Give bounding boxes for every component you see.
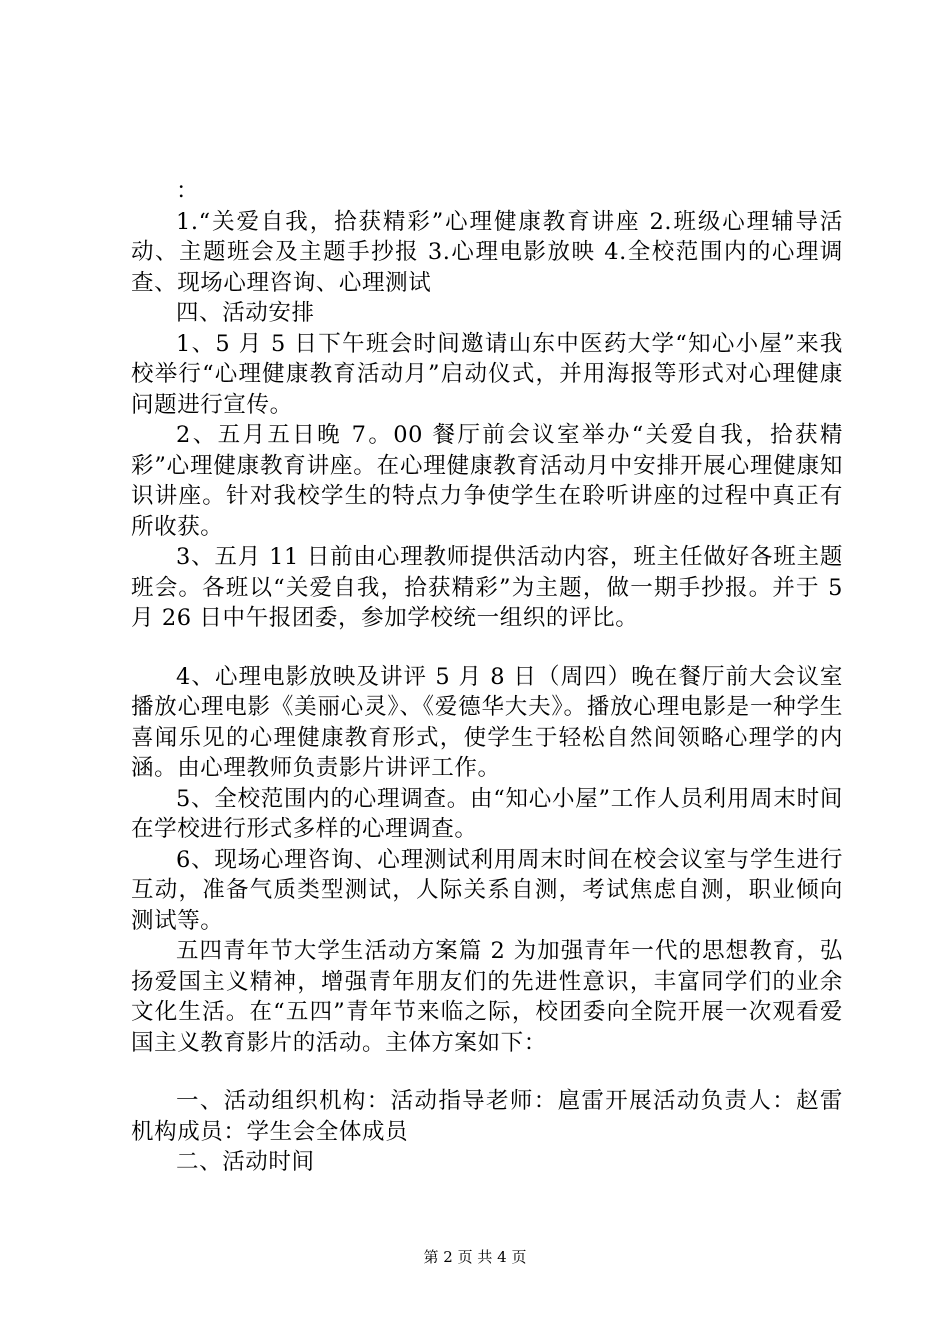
paragraph-organization: 一、活动组织机构：活动指导老师：扈雷开展活动负责人：赵雷机构成员：学生会全体成员	[131, 1088, 843, 1145]
paragraph-item-3: 3、五月 11 日前由心理教师提供活动内容，班主任做好各班主题班会。各班以“关爱自我，拾获精彩”为主题，做一期手抄报。并于 5 月 26 日中午报团委，参加学校统一组织的评比。	[131, 544, 843, 631]
paragraph-item-5: 5、全校范围内的心理调查。由“知心小屋”工作人员利用周末时间在学校进行形式多样的心理调查。	[131, 785, 843, 842]
paragraph-item-6: 6、现场心理咨询、心理测试利用周末时间在校会议室与学生进行互动，准备气质类型测试，人际关系自测，考试焦虑自测，职业倾向测试等。	[131, 846, 843, 934]
page-footer: 第 2 页 共 4 页	[423, 1248, 527, 1266]
paragraph-activity-list: 1.“关爱自我，拾获精彩”心理健康教育讲座 2.班级心理辅导活动、主题班会及主题手抄报 3.心理电影放映 4.全校范围内的心理调查、现场心理咨询、心理测试	[131, 208, 843, 296]
paragraph-colon: ：	[176, 178, 200, 204]
document-body	[131, 176, 843, 1178]
heading-activity-time: 二、活动时间	[176, 1149, 315, 1175]
paragraph-plan-2-intro: 五四青年节大学生活动方案篇 2 为加强青年一代的思想教育，弘扬爱国主义精神，增强青年朋友们的先进性意识，丰富同学们的业余文化生活。在“五四”青年节来临之际，校团委向全院开展一次观看爱国主义教育影片的活动。主体方案如下：	[131, 938, 843, 1056]
heading-activity-arrangement: 四、活动安排	[176, 300, 315, 326]
paragraph-item-4: 4、心理电影放映及讲评 5 月 8 日（周四）晚在餐厅前大会议室播放心理电影《美丽心灵》、《爱德华大夫》。播放心理电影是一种学生喜闻乐见的心理健康教育形式，使学生于轻松自然间领略心理学的内涵。由心理教师负责影片讲评工作。	[131, 663, 843, 781]
paragraph-item-2: 2、五月五日晚 7。00 餐厅前会议室举办“关爱自我，拾获精彩”心理健康教育讲座。在心理健康教育活动月中安排开展心理健康知识讲座。针对我校学生的特点力争使学生在聆听讲座的过程中真正有所收获。	[131, 422, 843, 540]
paragraph-item-1: 1、5 月 5 日下午班会时间邀请山东中医药大学“知心小屋”来我校举行“心理健康教育活动月”启动仪式，并用海报等形式对心理健康问题进行宣传。	[131, 330, 843, 418]
